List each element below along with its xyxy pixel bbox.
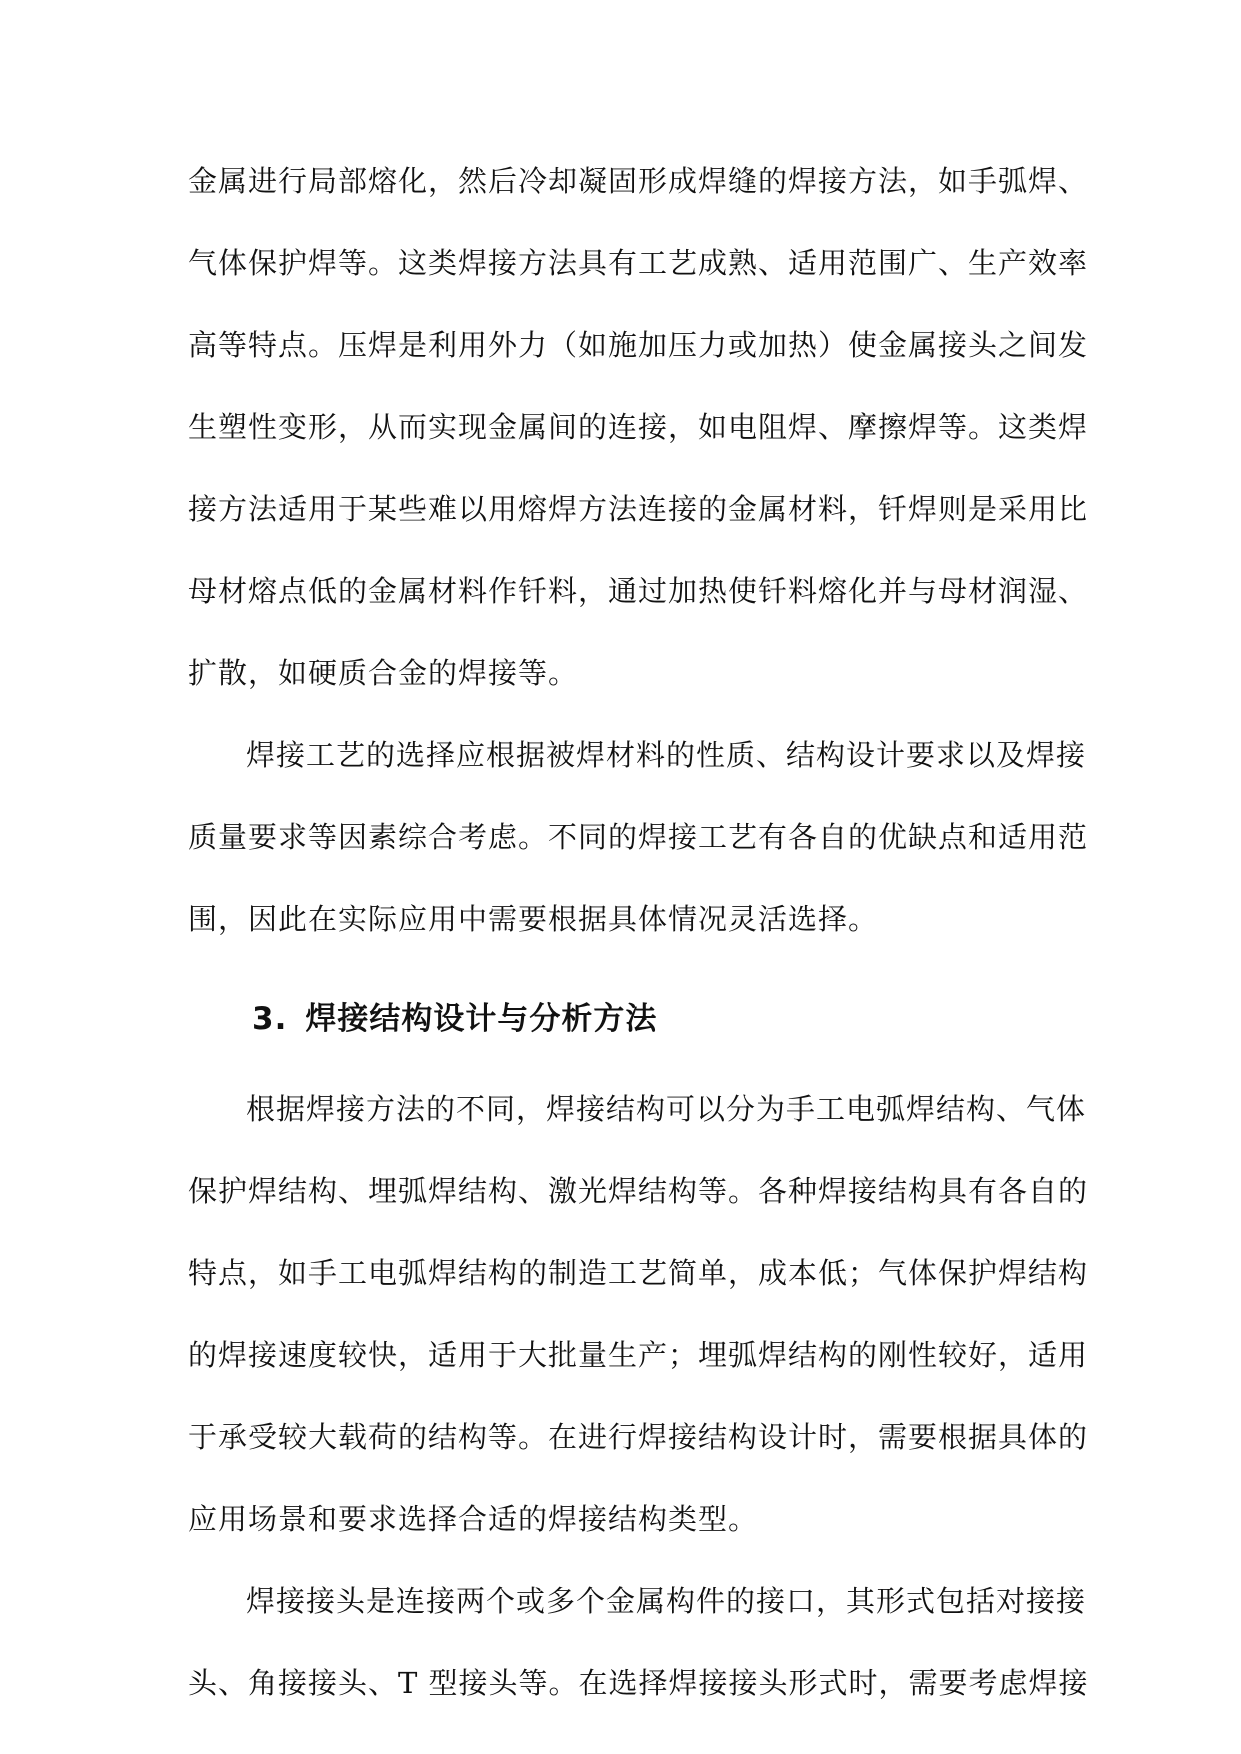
text-line: 的焊接速度较快，适用于大批量生产；埋弧焊结构的刚性较好，适用	[188, 1338, 1089, 1372]
text-line: 母材熔点低的金属材料作钎料，通过加热使钎料熔化并与母材润湿、	[188, 574, 1089, 608]
text-line: 焊接接头是连接两个或多个金属构件的接口，其形式包括对接接	[246, 1584, 1087, 1618]
text-line: 保护焊结构、埋弧焊结构、激光焊结构等。各种焊接结构具有各自的	[188, 1174, 1089, 1208]
section-heading	[188, 978, 1058, 1060]
text-line: 根据焊接方法的不同，焊接结构可以分为手工电弧焊结构、气体	[246, 1092, 1087, 1126]
text-line: 头、角接接头、T 型接头等。在选择焊接接头形式时，需要考虑焊接	[188, 1666, 1089, 1700]
text-line: 高等特点。压焊是利用外力（如施加压力或加热）使金属接头之间发	[188, 328, 1089, 362]
text-line: 特点，如手工电弧焊结构的制造工艺简单，成本低；气体保护焊结构	[188, 1256, 1089, 1290]
text-line: 接方法适用于某些难以用熔焊方法连接的金属材料，钎焊则是采用比	[188, 492, 1089, 526]
paragraph	[188, 140, 1089, 714]
text-line: 质量要求等因素综合考虑。不同的焊接工艺有各自的优缺点和适用范	[188, 820, 1089, 854]
document-body	[188, 140, 1089, 1724]
text-line: 于承受较大载荷的结构等。在进行焊接结构设计时，需要根据具体的	[188, 1420, 1089, 1454]
paragraph	[188, 714, 1089, 960]
text-line: 金属进行局部熔化，然后冷却凝固形成焊缝的焊接方法，如手弧焊、	[188, 164, 1089, 198]
text-line: 围，因此在实际应用中需要根据具体情况灵活选择。	[188, 902, 879, 936]
text-line: 生塑性变形，从而实现金属间的连接，如电阻焊、摩擦焊等。这类焊	[188, 410, 1089, 444]
paragraph	[188, 1560, 1089, 1724]
section-title: 焊接结构设计与分析方法	[305, 1001, 658, 1037]
section-number: 3.	[252, 1001, 288, 1037]
text-line: 气体保护焊等。这类焊接方法具有工艺成熟、适用范围广、生产效率	[188, 246, 1089, 280]
text-line: 焊接工艺的选择应根据被焊材料的性质、结构设计要求以及焊接	[246, 738, 1087, 772]
text-line: 应用场景和要求选择合适的焊接结构类型。	[188, 1502, 759, 1536]
text-line: 扩散，如硬质合金的焊接等。	[188, 656, 579, 690]
paragraph	[188, 1068, 1089, 1560]
